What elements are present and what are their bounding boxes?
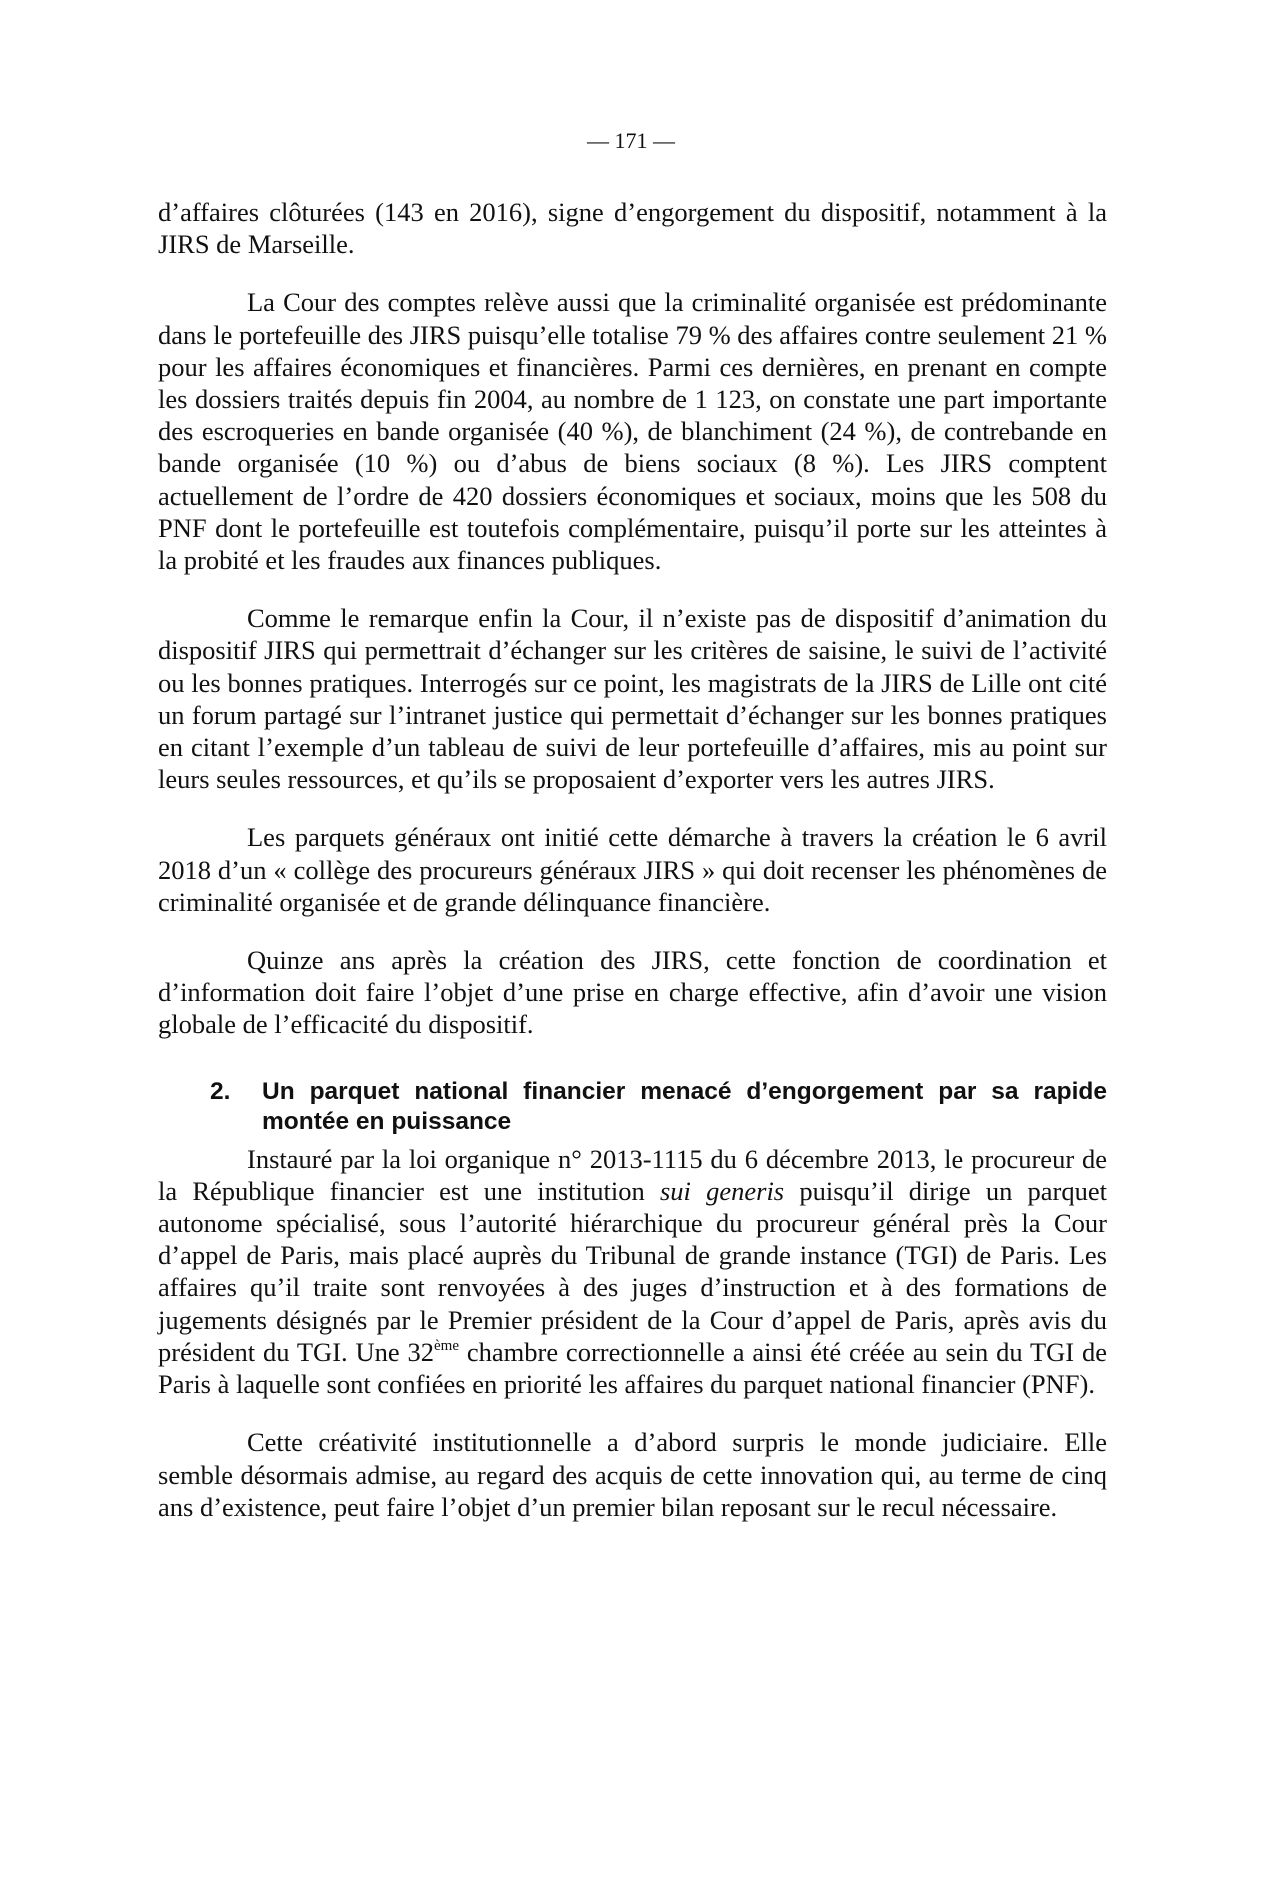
paragraph-parquets-generaux: Les parquets généraux ont initié cette démarche à travers la création le 6 avril 2018 d’un « collège des procureurs généraux JIRS » qui doit recenser les phénomènes de criminalité organisée et de grande délinquance financière. bbox=[158, 822, 1107, 917]
paragraph-quinze-ans: Quinze ans après la création des JIRS, cette fonction de coordination et d’information doit faire l’objet d’une prise en charge effective, afin d’avoir une vision globale de l’efficacité du dispositif. bbox=[158, 945, 1107, 1040]
page-number: — 171 — bbox=[587, 128, 675, 153]
section-heading bbox=[158, 1077, 1107, 1137]
paragraph-pnf-institution bbox=[158, 1143, 1107, 1401]
paragraph-text: puisqu’il dirige un parquet autonome spécialisé, sous l’autorité hiérarchique du procureur général près la Cour d’appel de Paris, mais placé auprès du Tribunal de grande instance (TGI) de Paris. Les affaires qu’il traite sont renvoyées à des juges d’instruction et à des formations de jugements désignés par le Premier président de la Cour d’appel de Paris, après avis du président du TGI. Une 32 bbox=[158, 1175, 1107, 1367]
ordinal-superscript: ème bbox=[434, 1337, 459, 1354]
paragraph-text: chambre correctionnelle a ainsi été créée au sein du TGI de Paris à laquelle sont confiées en priorité les affaires du parquet national financier (PNF). bbox=[158, 1336, 1107, 1400]
document-body bbox=[158, 196, 1107, 1549]
paragraph-creativite: Cette créativité institutionnelle a d’abord surpris le monde judiciaire. Elle semble désormais admise, au regard des acquis de cette innovation qui, au terme de cinq ans d’existence, peut faire l’objet d’un premier bilan reposant sur le recul nécessaire. bbox=[158, 1427, 1107, 1522]
italic-term: sui generis bbox=[659, 1175, 785, 1206]
paragraph-cour-des-comptes: La Cour des comptes relève aussi que la criminalité organisée est prédominante dans le portefeuille des JIRS puisqu’elle totalise 79 % des affaires contre seulement 21 % pour les affaires économiques et financières. Parmi ces dernières, en prenant en compte les dossiers traités depuis fin 2004, au nombre de 1 123, on constate une part importante des escroqueries en bande organisée (40 %), de blanchiment (24 %), de contrebande en bande organisée (10 %) ou d’abus de biens sociaux (8 %). Les JIRS comptent actuellement de l’ordre de 420 dossiers économiques et sociaux, moins que les 508 du PNF dont le portefeuille est toutefois complémentaire, puisqu’il porte sur les atteintes à la probité et les fraudes aux finances publiques. bbox=[158, 287, 1107, 576]
section-title: Un parquet national financier menacé d’engorgement par sa rapide montée en puissance bbox=[262, 1077, 1107, 1135]
paragraph-continuation: d’affaires clôturées (143 en 2016), signe d’engorgement du dispositif, notamment à la JIRS de Marseille. bbox=[158, 197, 1107, 260]
paragraph-animation-jirs: Comme le remarque enfin la Cour, il n’existe pas de dispositif d’animation du dispositif JIRS qui permettrait d’échanger sur les critères de saisine, le suivi de l’activité ou les bonnes pratiques. Interrogés sur ce point, les magistrats de la JIRS de Lille ont cité un forum partagé sur l’intranet justice qui permettait d’échanger sur les bonnes pratiques en citant l’exemple d’un tableau de suivi de leur portefeuille d’affaires, mis au point sur leurs seules ressources, et qu’ils se proposaient d’exporter vers les autres JIRS. bbox=[158, 603, 1107, 795]
section-number: 2. bbox=[210, 1077, 231, 1105]
paragraph-text: Instauré par la loi organique n° 2013-1115 du 6 décembre 2013, le procureur de la République financier est une institution bbox=[158, 1143, 1107, 1206]
